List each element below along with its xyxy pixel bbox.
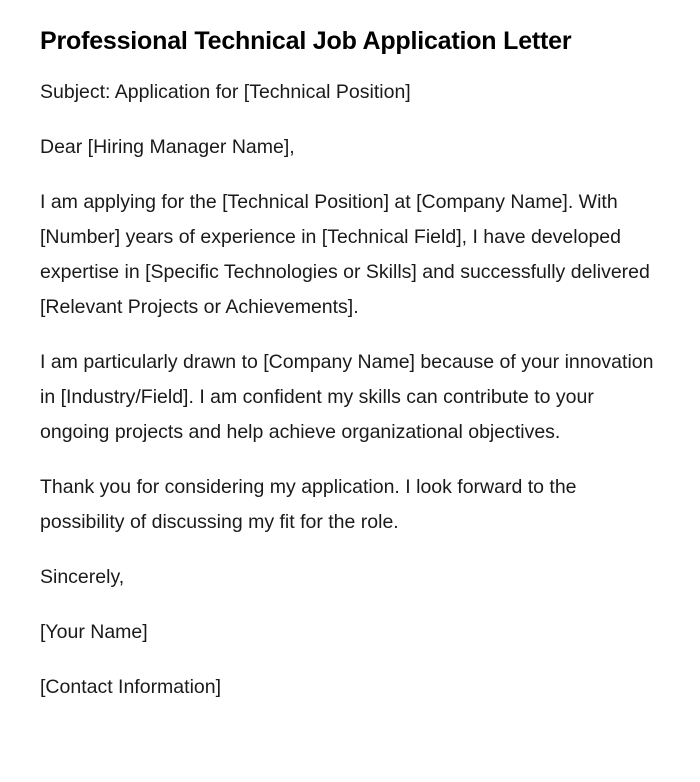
letter-paragraph-intro: I am applying for the [Technical Position] at [Company Name]. With [Number] years of experience in [Technical Field], I have developed expertise in [Specific Technologies or Skills] and successfully delivered [Relevant Projects or Achievements].: [40, 191, 650, 318]
letter-closing: Sincerely,: [40, 566, 125, 588]
letter-document: [40, 24, 660, 705]
letter-paragraph-thanks: Thank you for considering my application. I look forward to the possibility of discussing my fit for the role.: [40, 476, 577, 533]
letter-subject: Subject: Application for [Technical Position]: [40, 81, 411, 103]
letter-contact-info: [Contact Information]: [40, 676, 222, 698]
letter-signature-name: [Your Name]: [40, 621, 148, 643]
letter-paragraph-motivation: I am particularly drawn to [Company Name] because of your innovation in [Industry/Field]. I am confident my skills can contribute to your ongoing projects and help achieve organizational objectives.: [40, 351, 654, 443]
letter-title: Professional Technical Job Application Letter: [40, 27, 572, 55]
letter-salutation: Dear [Hiring Manager Name],: [40, 136, 295, 158]
